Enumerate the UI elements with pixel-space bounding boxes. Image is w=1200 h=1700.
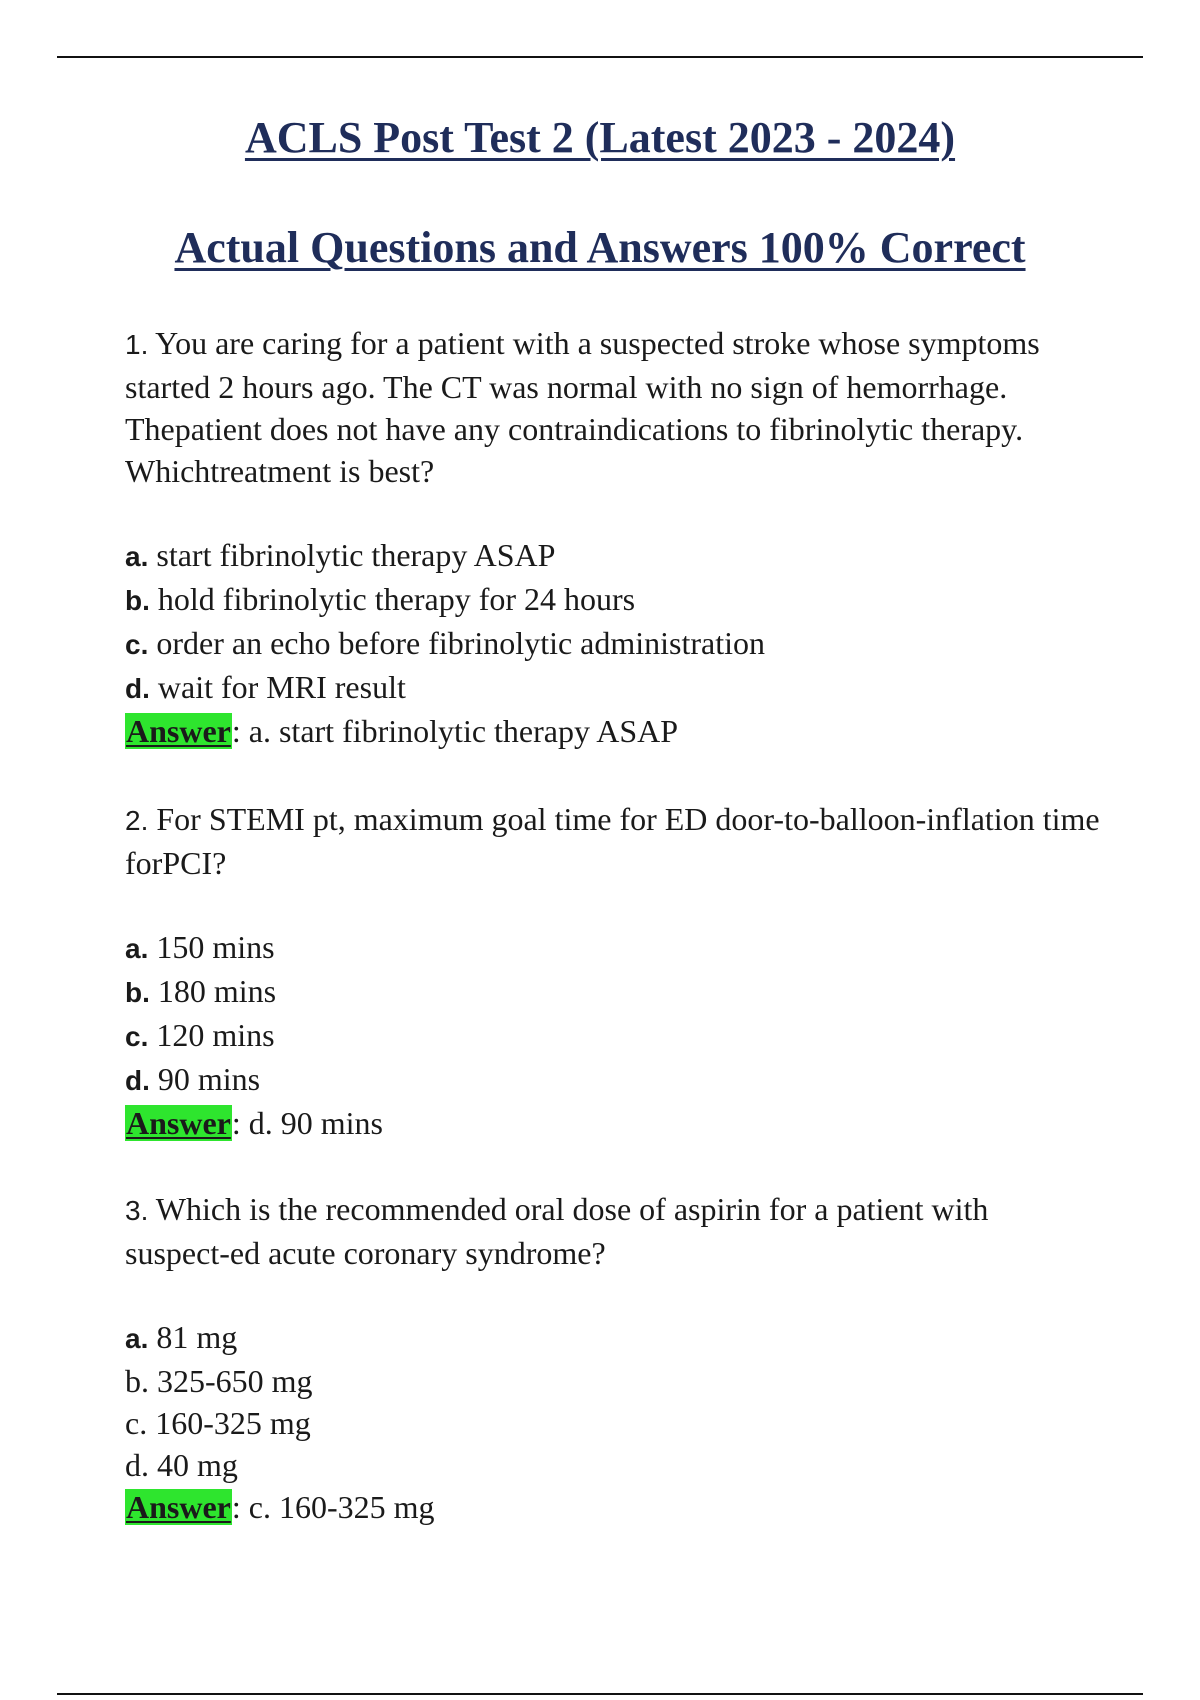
option-item	[125, 926, 1100, 970]
question-text	[125, 1188, 1100, 1274]
option-letter: b.	[125, 1363, 149, 1399]
question-block	[125, 798, 1100, 1144]
title-line-2: Actual Questions and Answers 100% Correct	[174, 223, 1026, 272]
option-item	[125, 1014, 1100, 1058]
option-text: 81 mg	[156, 1319, 238, 1355]
option-letter: b.	[125, 585, 150, 616]
option-text: start fibrinolytic therapy ASAP	[156, 537, 556, 573]
top-rule	[57, 56, 1143, 58]
option-item	[125, 970, 1100, 1014]
option-text: 90 mins	[157, 1061, 261, 1097]
answer-text: : a. start fibrinolytic therapy ASAP	[231, 713, 679, 749]
question-block	[125, 322, 1100, 752]
question-body: You are caring for a patient with a suspected stroke whose symptoms started 2 hours ago. The CT was normal with no sign of hemorrhage. Thepatient does not have any contraindications to fibrinolytic therapy. Whichtreatment is best?	[125, 325, 1040, 489]
answer-label: Answer	[126, 1105, 231, 1141]
option-item	[125, 622, 1100, 666]
option-letter: d.	[125, 1447, 149, 1483]
option-letter: c.	[125, 1405, 148, 1441]
question-block	[125, 1188, 1100, 1528]
option-letter: b.	[125, 977, 150, 1008]
option-item	[125, 534, 1100, 578]
question-text	[125, 798, 1100, 884]
answer-label: Answer	[126, 713, 231, 749]
option-letter: c.	[125, 1021, 149, 1052]
option-letter: a.	[125, 933, 149, 964]
answer-label: Answer	[126, 1489, 231, 1525]
answer-text: : d. 90 mins	[231, 1105, 383, 1141]
options-list	[125, 534, 1100, 752]
options-list	[125, 1316, 1100, 1528]
option-text: order an echo before fibrinolytic administration	[156, 625, 766, 661]
option-item	[125, 578, 1100, 622]
option-text: 180 mins	[157, 973, 277, 1009]
option-item	[125, 1402, 1100, 1444]
option-text: 40 mg	[157, 1447, 238, 1483]
question-number: 3.	[125, 1195, 149, 1226]
question-body: For STEMI pt, maximum goal time for ED door-to-balloon-inflation time forPCI?	[125, 801, 1100, 881]
option-item	[125, 1444, 1100, 1486]
option-text: 160-325 mg	[155, 1405, 311, 1441]
option-letter: c.	[125, 629, 149, 660]
option-text: wait for MRI result	[157, 669, 406, 705]
answer-line	[125, 1102, 1100, 1144]
option-item	[125, 1316, 1100, 1360]
bottom-rule	[57, 1693, 1143, 1695]
option-text: 120 mins	[156, 1017, 275, 1053]
question-number: 2.	[125, 805, 149, 836]
answer-text: : c. 160-325 mg	[231, 1489, 435, 1525]
option-letter: d.	[125, 673, 150, 704]
answer-line	[125, 1486, 1100, 1528]
option-letter: a.	[125, 1323, 149, 1354]
document-subtitle	[0, 222, 1200, 274]
options-list	[125, 926, 1100, 1144]
question-text	[125, 322, 1100, 492]
question-body: Which is the recommended oral dose of aspirin for a patient with suspect-ed acute coronary syndrome?	[125, 1191, 989, 1271]
option-item	[125, 666, 1100, 710]
option-text: 150 mins	[156, 929, 275, 965]
answer-line	[125, 710, 1100, 752]
option-text: 325-650 mg	[157, 1363, 313, 1399]
option-letter: a.	[125, 541, 149, 572]
option-text: hold fibrinolytic therapy for 24 hours	[157, 581, 636, 617]
option-item	[125, 1360, 1100, 1402]
document-title	[0, 112, 1200, 164]
title-line-1: ACLS Post Test 2 (Latest 2023 - 2024)	[244, 113, 956, 162]
option-item	[125, 1058, 1100, 1102]
question-number: 1.	[125, 329, 149, 360]
option-letter: d.	[125, 1065, 150, 1096]
